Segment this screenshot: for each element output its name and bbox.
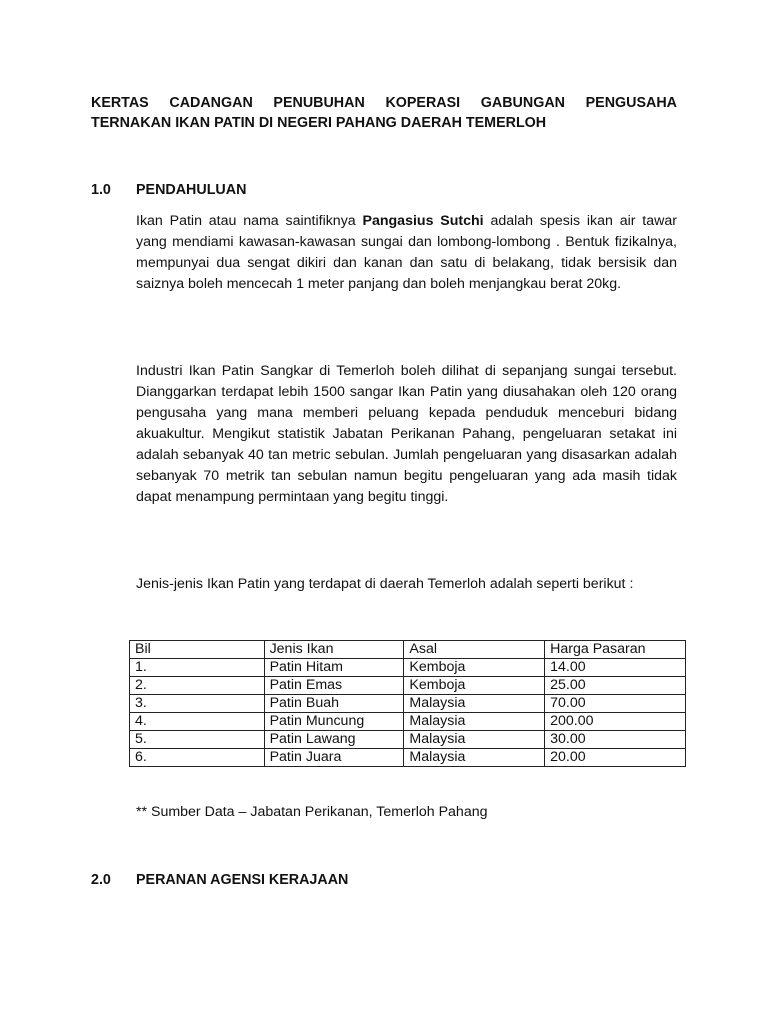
table-row xyxy=(130,713,686,731)
table-header-cell: Jenis Ikan xyxy=(264,641,404,659)
document-title xyxy=(91,93,677,133)
table-row xyxy=(130,749,686,767)
table-row xyxy=(130,659,686,677)
table-cell: Kemboja xyxy=(404,659,545,677)
table-cell: 70.00 xyxy=(545,695,686,713)
section-number: 1.0 xyxy=(91,182,111,198)
table-cell: 2. xyxy=(130,677,265,695)
table-cell: Patin Lawang xyxy=(264,731,404,749)
table-cell: 30.00 xyxy=(545,731,686,749)
table-header-cell: Harga Pasaran xyxy=(545,641,686,659)
section-heading-2 xyxy=(91,870,348,890)
table-header-row xyxy=(130,641,686,659)
table-cell: Malaysia xyxy=(404,695,545,713)
paragraph-text: adalah spesis ikan air tawar yang mendiami kawasan-kawasan sungai dan lombong-lombong . Bentuk fizikalnya, mempunyai dua sengat dikiri dan kanan dan satu di belakang, tidak bersisik dan saiznya boleh mencecah 1 meter panjang dan boleh menjangkau berat 20kg. xyxy=(136,213,678,292)
title-line-1: KERTAS CADANGAN PENUBUHAN KOPERASI GABUNGAN PENGUSAHA xyxy=(91,95,677,111)
table-cell: 25.00 xyxy=(545,677,686,695)
table-cell: Malaysia xyxy=(404,731,545,749)
title-line-2: TERNAKAN IKAN PATIN DI NEGERI PAHANG DAERAH TEMERLOH xyxy=(91,115,547,131)
table-cell: Patin Emas xyxy=(264,677,404,695)
table-cell: Patin Buah xyxy=(264,695,404,713)
table-header-cell: Asal xyxy=(404,641,545,659)
section-title: PENDAHULUAN xyxy=(136,182,247,198)
table-cell: Patin Juara xyxy=(264,749,404,767)
table-cell: 4. xyxy=(130,713,265,731)
paragraph-table-intro: Jenis-jenis Ikan Patin yang terdapat di daerah Temerloh adalah seperti berikut : xyxy=(136,576,634,592)
table-cell: 6. xyxy=(130,749,265,767)
table-cell: 20.00 xyxy=(545,749,686,767)
fish-types-table xyxy=(129,640,686,767)
table-cell: 1. xyxy=(130,659,265,677)
table-row xyxy=(130,677,686,695)
paragraph-text: Ikan Patin atau nama saintifiknya xyxy=(136,213,363,229)
section-title: PERANAN AGENSI KERAJAAN xyxy=(136,872,349,888)
scientific-name: Pangasius Sutchi xyxy=(362,213,484,229)
table-cell: Patin Hitam xyxy=(264,659,404,677)
paragraph-intro xyxy=(136,211,677,295)
table-cell: Malaysia xyxy=(404,749,545,767)
table-row xyxy=(130,731,686,749)
table-cell: Patin Muncung xyxy=(264,713,404,731)
table-cell: 200.00 xyxy=(545,713,686,731)
section-number: 2.0 xyxy=(91,872,111,888)
source-note: ** Sumber Data – Jabatan Perikanan, Temerloh Pahang xyxy=(136,804,488,820)
table-cell: Kemboja xyxy=(404,677,545,695)
paragraph-industry: Industri Ikan Patin Sangkar di Temerloh boleh dilihat di sepanjang sungai tersebut. Dianggarkan terdapat lebih 1500 sangar Ikan Patin yang diusahakan oleh 120 orang pengusaha yang mana memberi peluang kepada penduduk menceburi bidang akuakultur. Mengikut statistik Jabatan Perikanan Pahang, pengeluaran setakat ini adalah sebanyak 40 tan metric sebulan. Jumlah pengeluaran yang disasarkan adalah sebanyak 70 metrik tan sebulan namun begitu pengeluaran yang ada masih tidak dapat menampung permintaan yang begitu tinggi. xyxy=(136,363,677,505)
section-heading-1 xyxy=(91,180,246,200)
table-cell: 3. xyxy=(130,695,265,713)
table-row xyxy=(130,695,686,713)
table-cell: 14.00 xyxy=(545,659,686,677)
table-cell: Malaysia xyxy=(404,713,545,731)
table-header-cell: Bil xyxy=(130,641,265,659)
table-cell: 5. xyxy=(130,731,265,749)
